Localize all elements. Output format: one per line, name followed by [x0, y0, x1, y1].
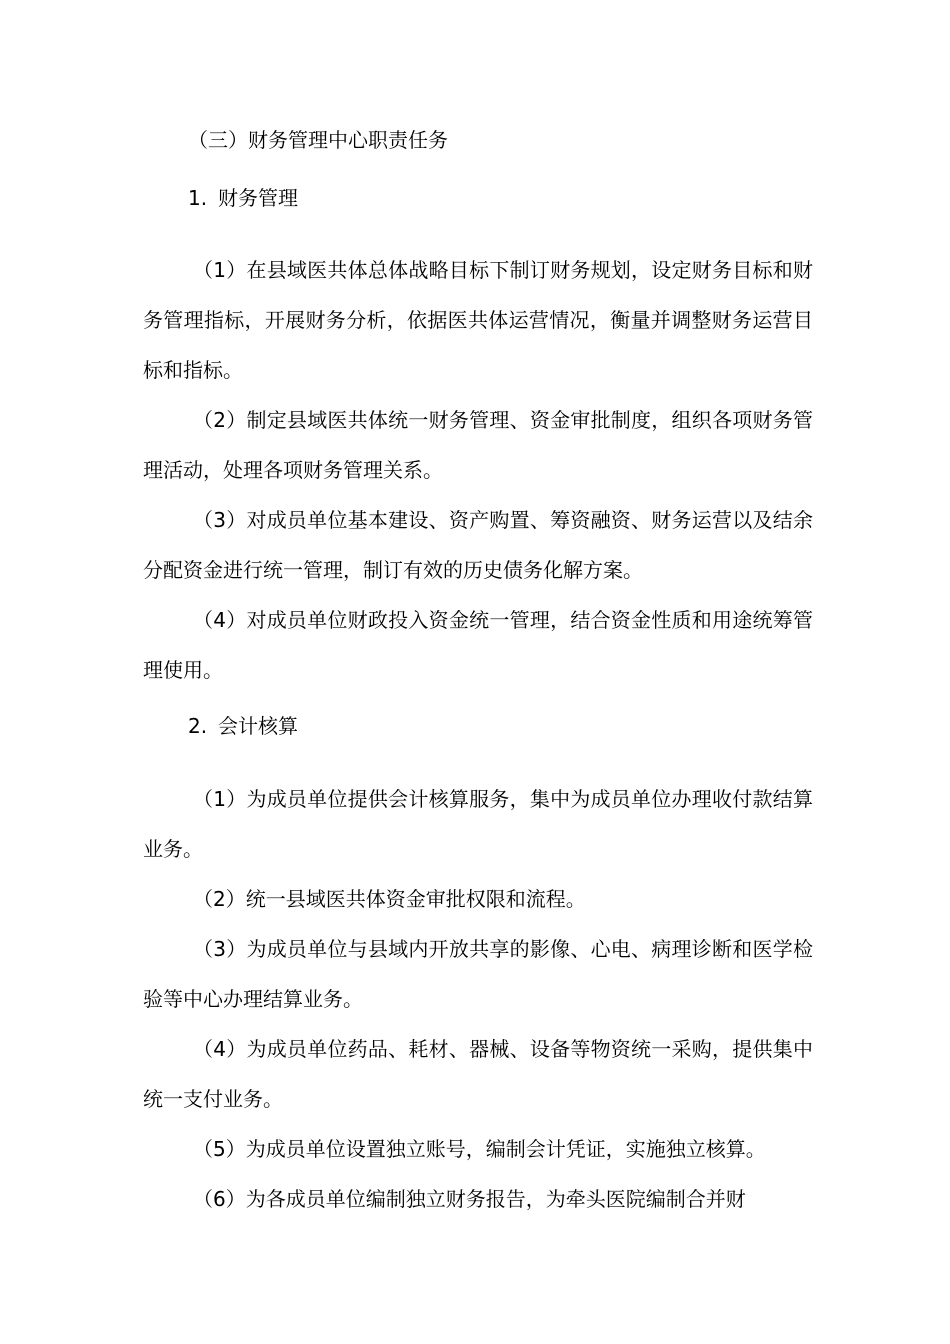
subsection-heading-financial-management — [188, 184, 298, 212]
paragraph-1-4: （4）对成员单位财政投入资金统一管理，结合资金性质和用途统筹管理使用。 — [143, 608, 813, 682]
paragraph-2-6: （6）为各成员单位编制独立财务报告，为牵头医院编制合并财 — [193, 1187, 746, 1211]
paragraph-2-4: （4）为成员单位药品、耗材、器械、设备等物资统一采购，提供集中统一支付业务。 — [143, 1037, 813, 1111]
section-title: （三）财务管理中心职责任务 — [188, 128, 448, 152]
paragraph-1-2: （2）制定县域医共体统一财务管理、资金审批制度，组织各项财务管理活动，处理各项财务管理关系。 — [143, 408, 813, 482]
subsection-number: 1. — [188, 186, 208, 210]
paragraph-1-3: （3）对成员单位基本建设、资产购置、筹资融资、财务运营以及结余分配资金进行统一管理，制订有效的历史债务化解方案。 — [143, 508, 813, 582]
subsection-number: 2. — [188, 714, 208, 738]
subsection-heading-accounting — [188, 712, 298, 740]
paragraph-2-5: （5）为成员单位设置独立账号，编制会计凭证，实施独立核算。 — [193, 1137, 766, 1161]
subsection-title: 财务管理 — [218, 186, 298, 210]
paragraph-2-2: （2）统一县域医共体资金审批权限和流程。 — [193, 887, 586, 911]
subsection-title: 会计核算 — [218, 714, 298, 738]
paragraph-2-3: （3）为成员单位与县域内开放共享的影像、心电、病理诊断和医学检验等中心办理结算业务。 — [143, 937, 813, 1011]
paragraph-2-1: （1）为成员单位提供会计核算服务，集中为成员单位办理收付款结算业务。 — [143, 787, 813, 861]
paragraph-1-1: （1）在县域医共体总体战略目标下制订财务规划，设定财务目标和财务管理指标，开展财务分析，依据医共体运营情况，衡量并调整财务运营目标和指标。 — [143, 258, 813, 382]
